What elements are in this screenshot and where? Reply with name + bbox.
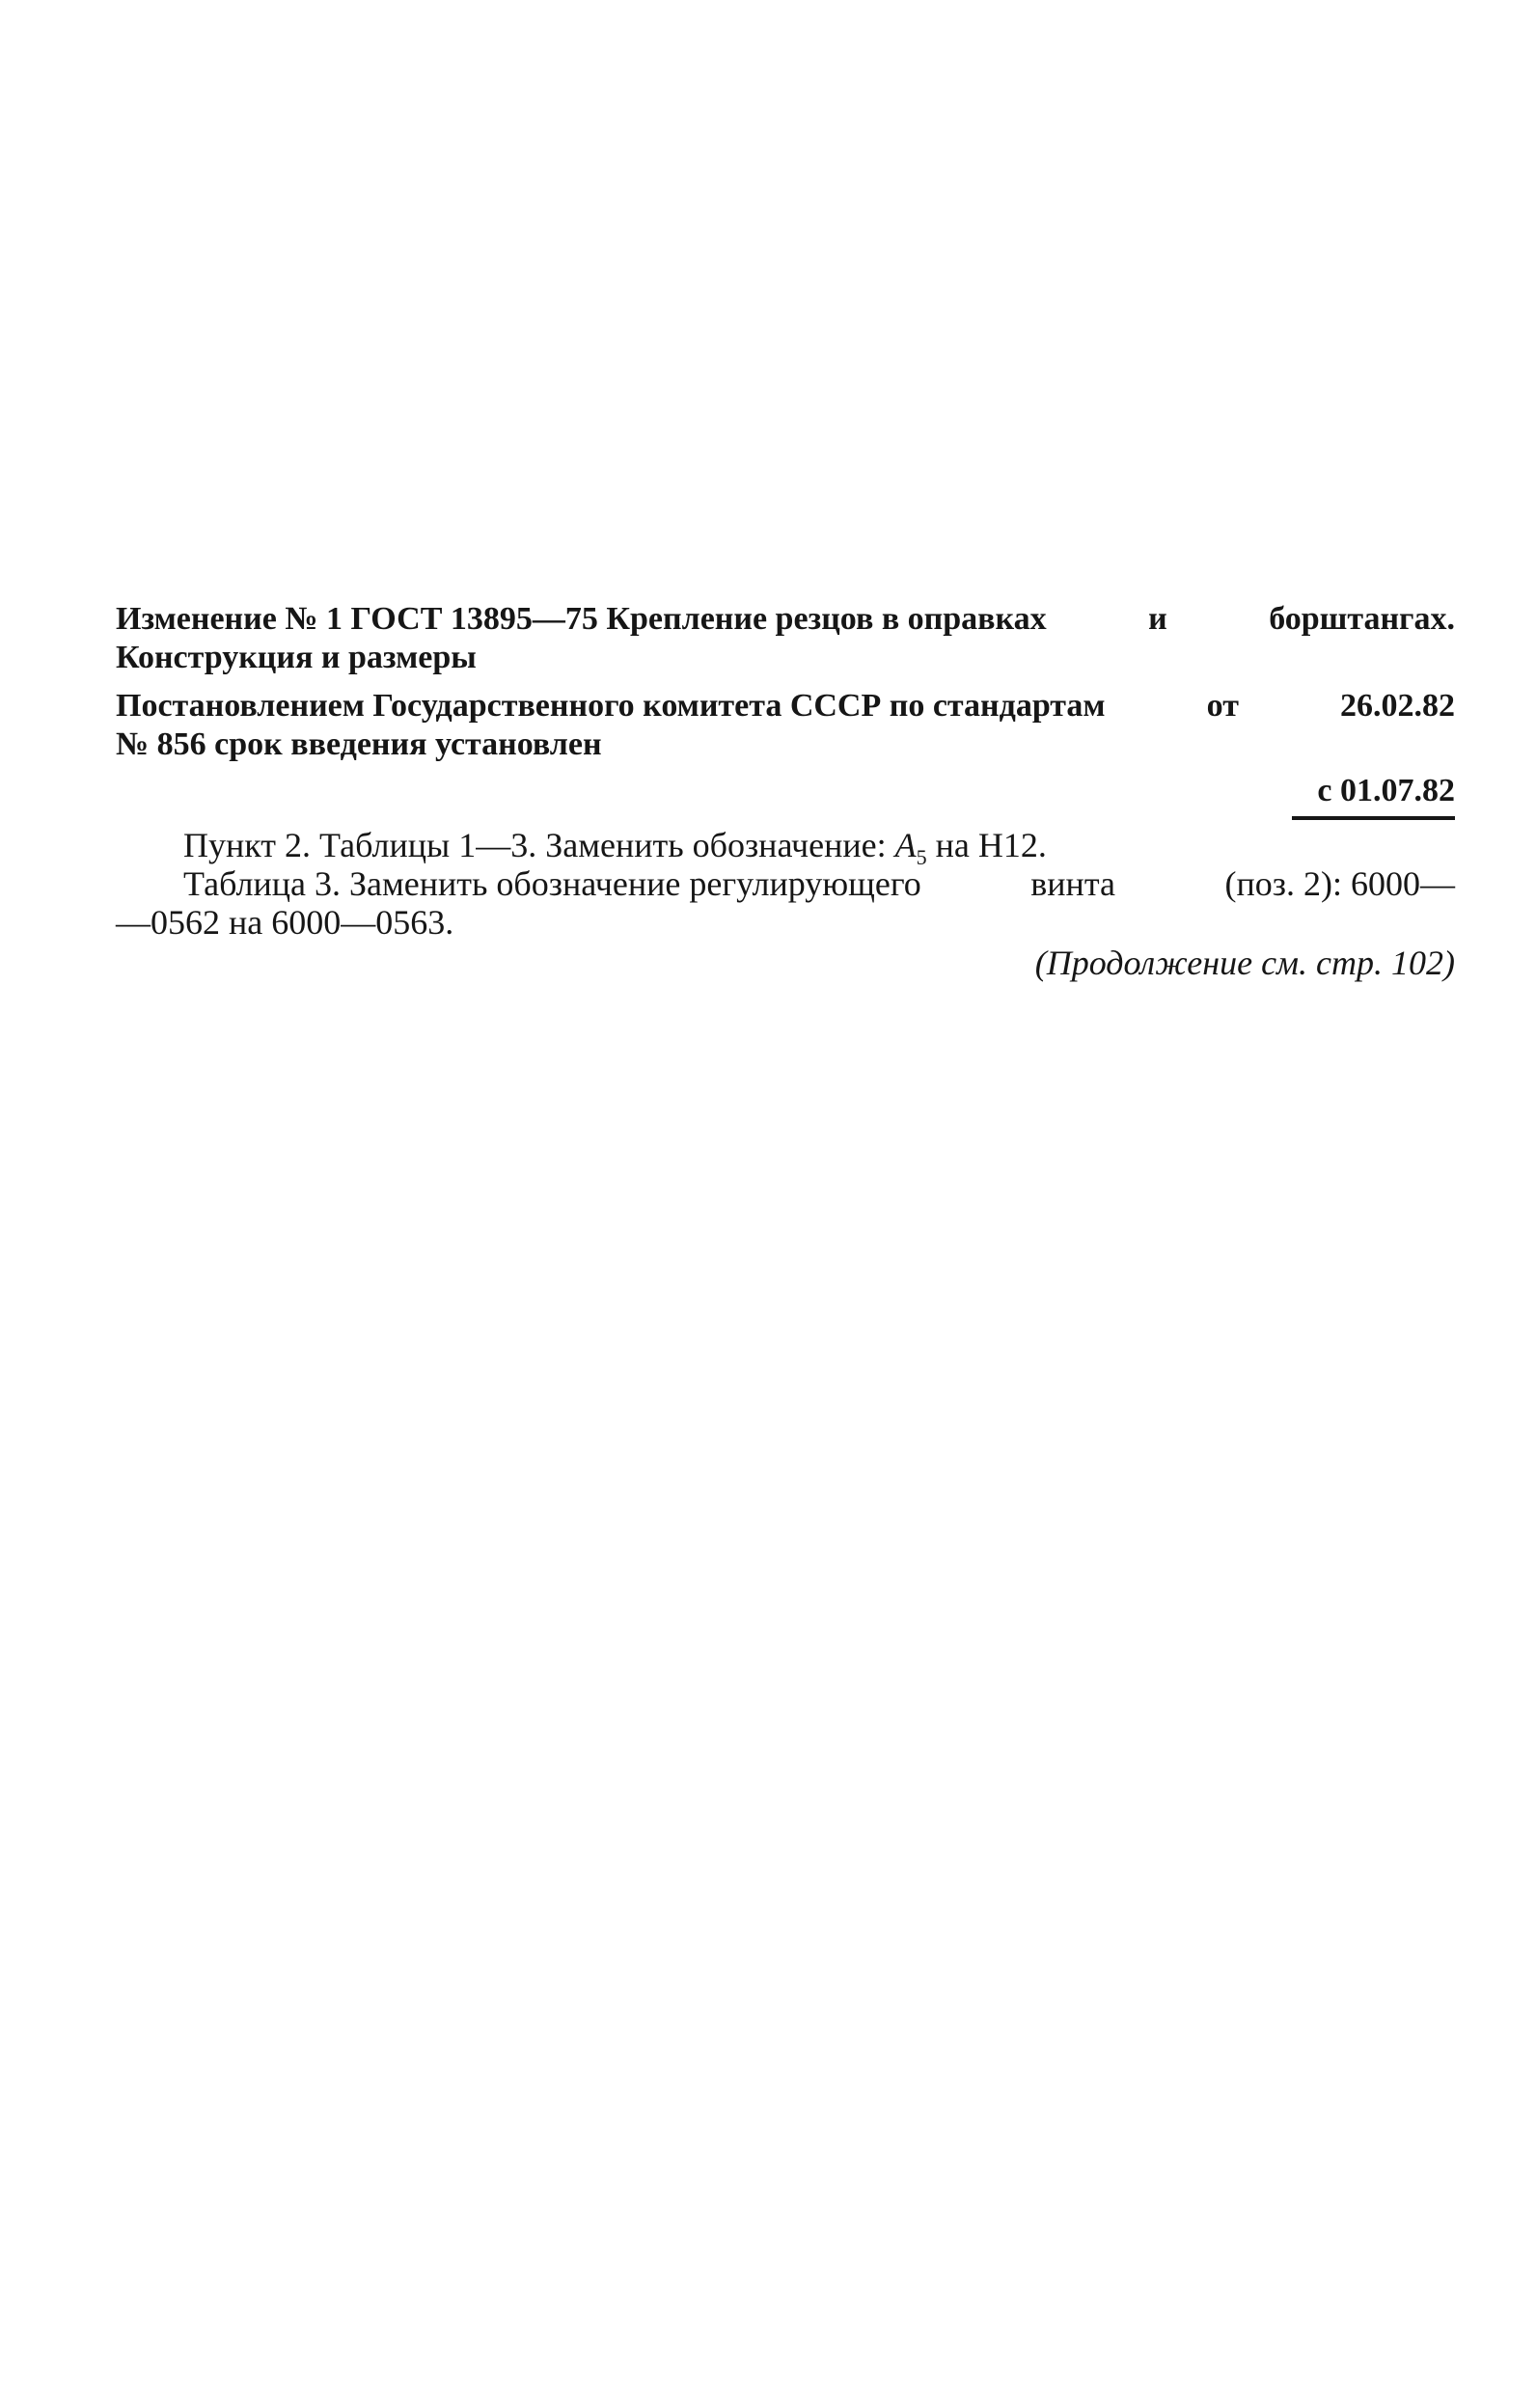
- effective-date-row: [116, 772, 1455, 820]
- amendment-title-line2: Конструкция и размеры: [116, 640, 477, 675]
- approval-part1: Постановлением Государственного комитета СССР по стандартам: [116, 688, 1106, 724]
- body-text: [116, 826, 1455, 982]
- approval-statement: [116, 687, 1455, 820]
- item2-part1: Таблица 3. Заменить обозначение регулирующего: [183, 864, 921, 903]
- approval-part3: 26.02.82: [1340, 688, 1455, 724]
- item1-subscript: 5: [916, 845, 927, 870]
- effective-date: с 01.07.82: [1292, 772, 1455, 820]
- body-item1: [116, 826, 1455, 870]
- amendment-title: [116, 600, 1455, 677]
- item2-part3: (поз. 2): 6000—: [1224, 864, 1455, 903]
- approval-part2: от: [1206, 688, 1239, 724]
- body-item2-line1: [116, 864, 1455, 903]
- amendment-title-part1: Изменение № 1 ГОСТ 13895—75 Крепление резцов в оправках: [116, 601, 1047, 637]
- item1-suffix: на H12.: [926, 826, 1047, 864]
- approval-line2: № 856 срок введения установлен: [116, 726, 602, 762]
- amendment-title-line1: [116, 600, 1455, 639]
- continuation-note: (Продолжение см. стр. 102): [1034, 944, 1455, 982]
- body-item2-line2: —0562 на 6000—0563.: [116, 903, 454, 942]
- item2-part2: винта: [1030, 864, 1115, 903]
- amendment-title-part3: борштангах.: [1269, 601, 1455, 637]
- item1-symbol: A: [894, 826, 917, 864]
- item1-prefix: Пункт 2. Таблицы 1—3. Заменить обозначение:: [183, 826, 895, 864]
- amendment-title-part2: и: [1148, 601, 1167, 637]
- approval-line1: [116, 687, 1455, 725]
